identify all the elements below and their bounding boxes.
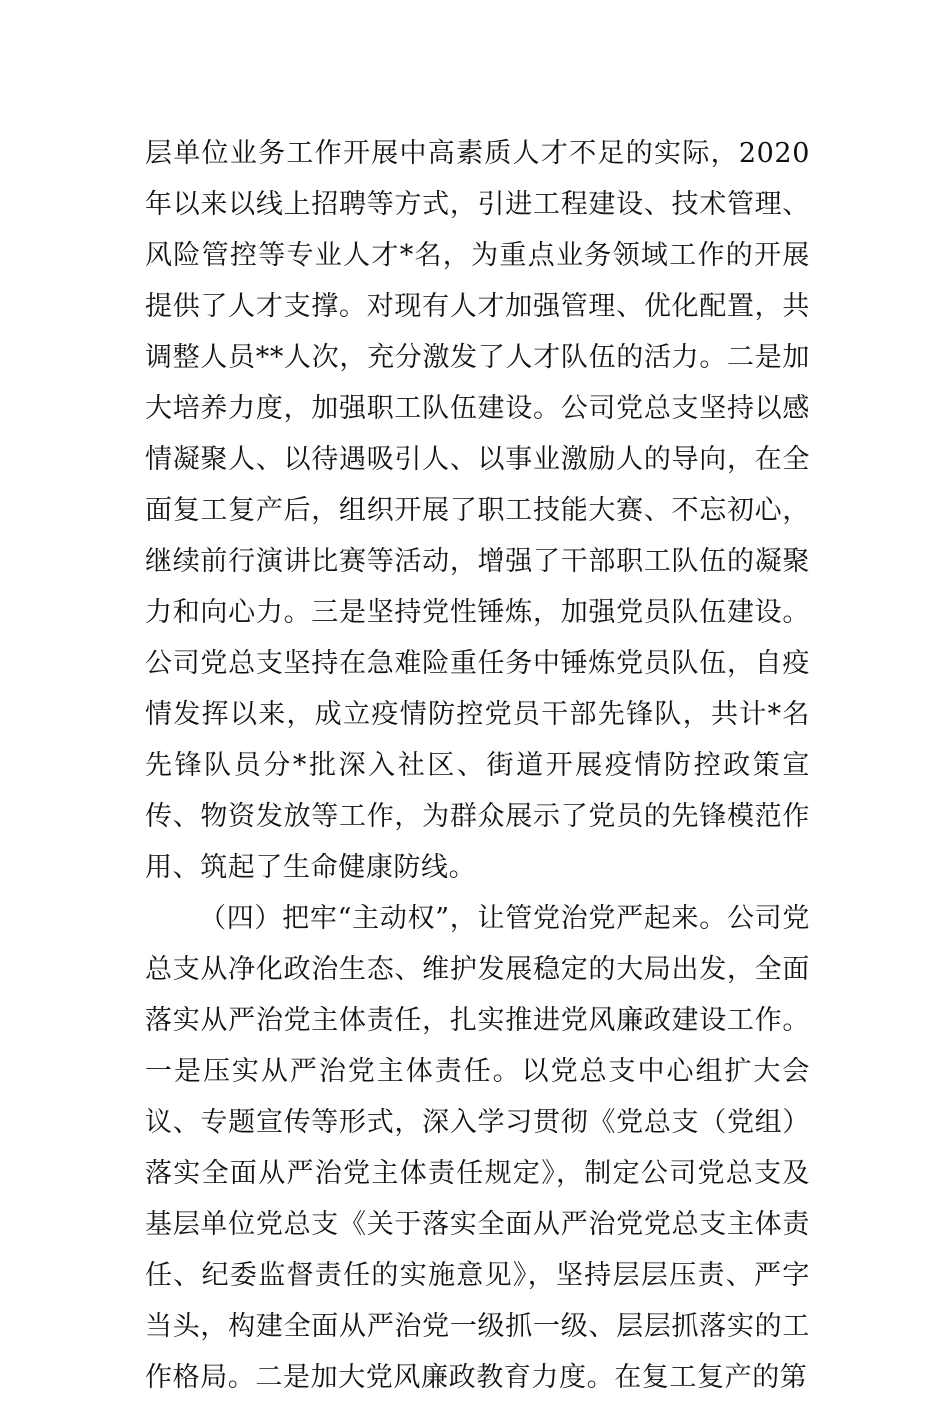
paragraph-strict-party-governance: （四）把牢“主动权”，让管党治党严起来。公司党总支从净化政治生态、维护发展稳定的大局出发，全面落实从严治党主体责任，扎实推进党风廉政建设工作。一是压实从严治党主体责任。以党总支中心组扩大会议、专题宣传等形式，深入学习贯彻《党总支（党组）落实全面从严治党主体责任规定》，制定公司党总支及基层单位党总支《关于落实全面从严治党党总支主体责任、纪委监督责任的实施意见》，坚持层层压责、严字当头，构建全面从严治党一级抓一级、层层抓落实的工作格局。二是加大党风廉政教育力度。在复工复产的第 xyxy=(145,903,810,1393)
paragraph-talent-building: 层单位业务工作开展中高素质人才不足的实际，2020年以来以线上招聘等方式，引进工程建设、技术管理、风险管控等专业人才*名，为重点业务领域工作的开展提供了人才支撑。对现有人才加强管理、优化配置，共调整人员**人次，充分激发了人才队伍的活力。二是加大培养力度，加强职工队伍建设。公司党总支坚持以感情凝聚人、以待遇吸引人、以事业激励人的导向，在全面复工复产后，组织开展了职工技能大赛、不忘初心，继续前行演讲比赛等活动，增强了干部职工队伍的凝聚力和向心力。三是坚持党性锤炼，加强党员队伍建设。公司党总支坚持在急难险重任务中锤炼党员队伍，自疫情发挥以来，成立疫情防控党员干部先锋队，共计*名先锋队员分*批深入社区、街道开展疫情防控政策宣传、物资发放等工作，为群众展示了党员的先锋模范作用、筑起了生命健康防线。 xyxy=(145,138,810,883)
document-body xyxy=(145,128,810,1403)
